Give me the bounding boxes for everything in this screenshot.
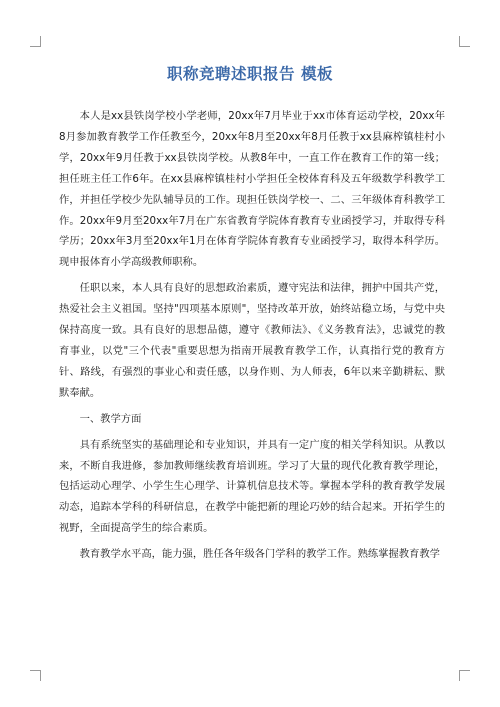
section-heading-teaching: 一、教学方面 — [79, 412, 142, 425]
crop-mark-top-right — [459, 36, 470, 47]
paragraph-intro: 本人是xx县铁岗学校小学老师，20xx年7月毕业于xx市体育运动学校，20xx年8月参加教育教学工作任教至今，20xx年8月至20xx年8月任教于xx县麻榨镇桂村小学，20xx年9月任教于xx县铁岗学校。从教8年中，一直工作在教育工作的第一线；担任班主任工作6年。在xx县麻榨镇桂村小学担任全校体育科及五年级数学科教学工作，并担任学校少先队辅导员的工作。现担任铁岗学校一、二、三年级体育科教学工作。20xx年9月至20xx年7月在广东省教育学院体育教育专业函授学习，并取得专科学历；20xx年3月至20xx年1月在体育学院体育教育专业函授学习，取得本科学历。现申报体育小学高级教师职称。 — [59, 110, 445, 269]
document-title: 职称竞聘述职报告 模板 — [167, 65, 333, 83]
paragraph-knowledge: 具有系统坚实的基础理论和专业知识，并具有一定广度的相关学科知识。从教以来，不断自我进修，参加教师继续教育培训班。学习了大量的现代化教育教学理论，包括运动心理学、小学生生心理学、计算机信息技术等。掌握本学科的教育教学发展动态，追踪本学科的科研信息，在教学中能把新的理论巧妙的结合起来。开拓学生的视野，全面提高学生的综合素质。 — [59, 438, 445, 535]
document-body — [59, 106, 445, 565]
paragraph-ability: 教育教学水平高，能力强，胜任各年级各门学科的教学工作。熟练掌握教育教学 — [79, 548, 440, 561]
crop-mark-bottom-left — [30, 670, 41, 681]
paragraph-political: 任职以来，本人具有良好的思想政治素质，遵守宪法和法律，拥护中国共产党，热爱社会主义祖国。坚持"四项基本原则"，坚持改革开放，始终站稳立场，与党中央保持高度一致。具有良好的思想品德，遵守《教师法》、《义务教育法》，忠诚党的教育事业，以党"三个代表"重要思想为指南开展教育教学工作，认真指行党的教育方针、路线，有强烈的事业心和责任感，以身作则、为人师表，6年以来辛勤耕耘、默默奉献。 — [59, 282, 445, 399]
crop-mark-bottom-right — [459, 670, 470, 681]
crop-mark-top-left — [30, 36, 41, 47]
